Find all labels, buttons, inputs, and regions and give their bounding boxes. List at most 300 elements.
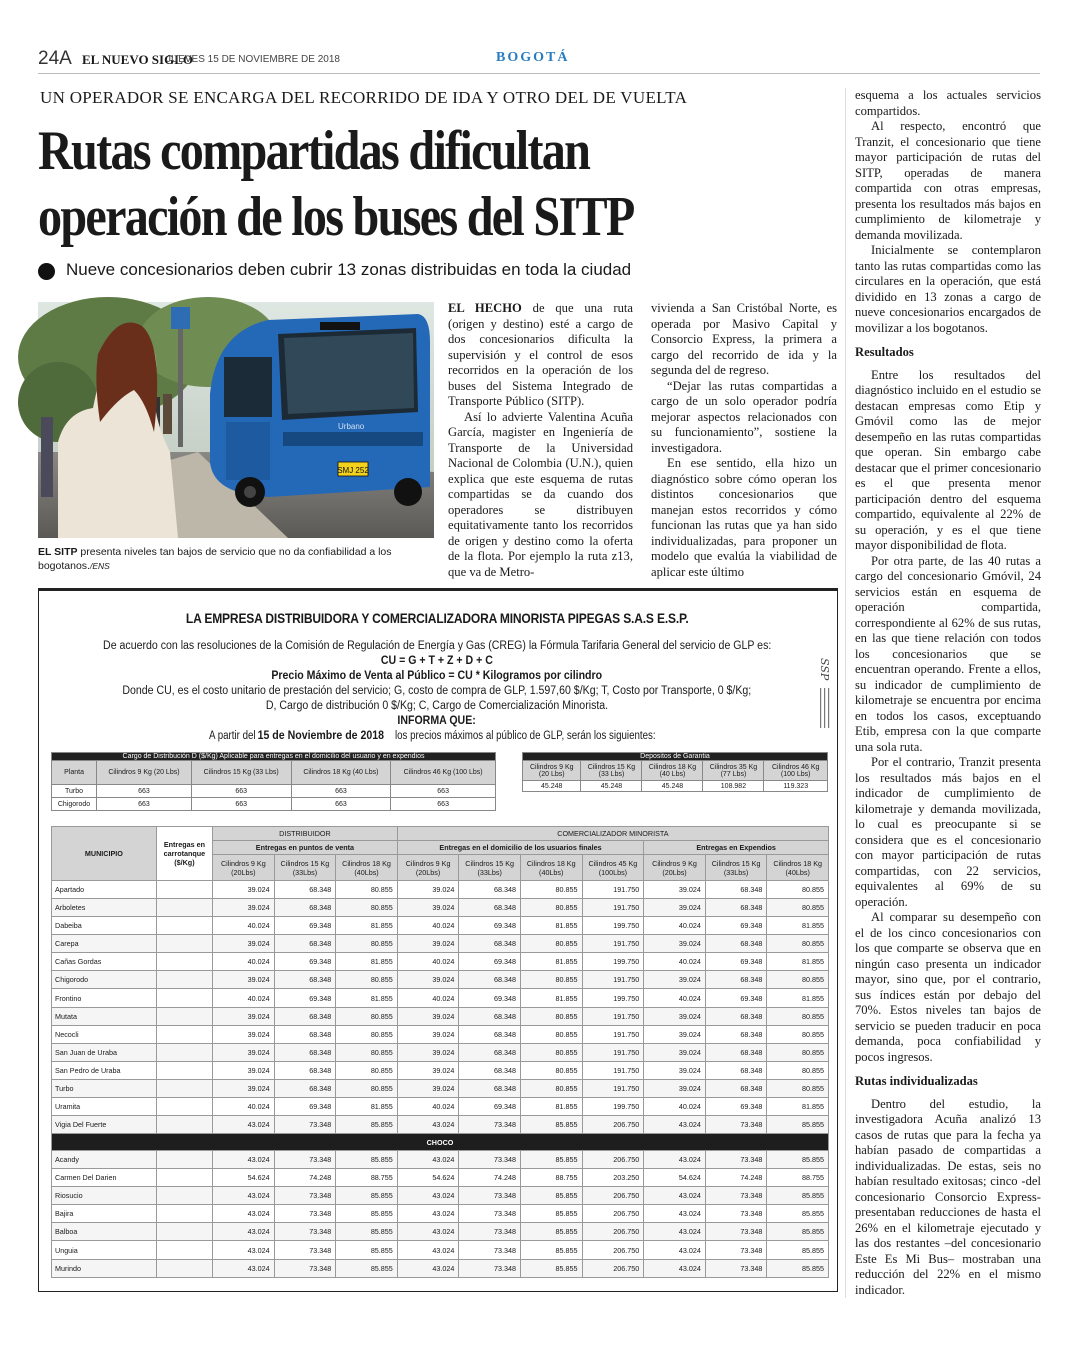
price-cell: 80.855	[767, 1007, 829, 1025]
effective-date-line	[207, 729, 667, 744]
paragraph: Al comparar su desempeño con el de los cinco concesionarios con los que comparte se observa que en ningún caso presenta un indicador mayor, sino que, por el contrario, sus índices están por debajo del 70%. Estos niveles tan bajos de servicio se pueden traducir en poca demanda, poca confiabilidad y pocos ingresos.	[855, 910, 1041, 1064]
carrotanque-cell	[156, 917, 212, 935]
price-cell: 39.024	[644, 1025, 706, 1043]
price-cell: 80.855	[336, 1079, 398, 1097]
article-column-2	[651, 301, 837, 579]
price-cell: 80.855	[767, 1061, 829, 1079]
photo-caption	[38, 545, 434, 573]
paragraph: Por el contrario, Tranzit presenta los resultados más bajos en el indicador de cumplimiento de kilometraje y demanda movilizada, lo cual es preocupante si se considera que es el concesionario con mayor participación de rutas compartidas, con 22 servicios, equivalentes al 69% de su operación.	[855, 755, 1041, 909]
price-cell: 39.024	[213, 971, 275, 989]
price-cell: 80.855	[767, 1043, 829, 1061]
price-cell: 39.024	[644, 881, 706, 899]
paragraph: Inicialmente se contemplaron tanto las rutas compartidas como las circulares en la operación, que está dividido en 13 zonas a cargo de nueve concesionarios encargados de movilizar a los bogotanos.	[855, 243, 1041, 335]
price-cell: 39.024	[213, 899, 275, 917]
price-cell: 43.024	[397, 1205, 459, 1223]
price-cell: 73.348	[705, 1241, 767, 1259]
kicker: UN OPERADOR SE ENCARGA DEL RECORRIDO DE IDA Y OTRO DEL DE VUELTA	[40, 88, 688, 107]
carrotanque-cell	[156, 1025, 212, 1043]
price-cell: 206.750	[582, 1223, 644, 1241]
municipio-name: Necocli	[52, 1025, 157, 1043]
price-cell: 68.348	[459, 1007, 521, 1025]
price-cell: 85.855	[520, 1241, 582, 1259]
price-cell: 54.624	[213, 1169, 275, 1187]
price-cell: 81.855	[520, 989, 582, 1007]
price-cell: 85.855	[520, 1259, 582, 1277]
column-header: Cilindros 15 Kg (33Lbs)	[459, 855, 521, 881]
price-cell: 206.750	[582, 1259, 644, 1277]
table-row	[52, 1205, 829, 1223]
column-header: Cilindros 15 Kg (33Lbs)	[274, 855, 336, 881]
price-cell: 68.348	[459, 1079, 521, 1097]
price-cell: 73.348	[459, 1259, 521, 1277]
bullet-icon	[38, 263, 55, 280]
table-row	[52, 1043, 829, 1061]
price-cell: 74.248	[705, 1169, 767, 1187]
gas-price-notice	[38, 588, 838, 1292]
cell: 108.982	[703, 781, 764, 792]
price-cell: 40.024	[397, 989, 459, 1007]
bus	[210, 314, 430, 507]
notice-title-text: LA EMPRESA DISTRIBUIDORA Y COMERCIALIZADORA MINORISTA PIPEGAS S.A.S E.S.P.	[185, 610, 689, 626]
price-cell: 40.024	[213, 917, 275, 935]
notice-line: De acuerdo con las resoluciones de la Comisión de Regulación de Energía y Gas (CREG) la Fórmula Tarifaria General del servicio de GLP es:	[102, 640, 772, 652]
price-cell: 40.024	[397, 917, 459, 935]
table-row	[52, 1025, 829, 1043]
ssp-logo-mark	[817, 654, 833, 734]
group-header-comercializador: COMERCIALIZADOR MINORISTA	[397, 827, 828, 841]
paragraph	[448, 301, 633, 410]
ssp-logo	[817, 654, 833, 734]
price-cell: 74.248	[459, 1169, 521, 1187]
price-cell: 69.348	[274, 989, 336, 1007]
text: los precios máximos al público de GLP, serán los siguientes:	[395, 730, 656, 742]
price-cell: 81.855	[336, 989, 398, 1007]
paragraph: Por otra parte, de las 40 rutas a cargo del concesionario Gmóvil, 24 servicios están en esquema de operación compartida, correspondiente al 62% de sus rutas, en las que tiene relación con todos los concesionarios que se encuentran operando. Frente a ellos, su indicador de cumplimiento de kilometraje se encuentra por encima en todos los casos, exceptuando Etib, empresa con la que comparte una sola ruta.	[855, 553, 1041, 754]
price-cell: 80.855	[336, 1061, 398, 1079]
price-cell: 73.348	[705, 1205, 767, 1223]
municipio-name: Vigia Del Fuerte	[52, 1116, 157, 1134]
carrotanque-cell	[156, 953, 212, 971]
price-cell: 73.348	[274, 1116, 336, 1134]
table-row	[52, 1169, 829, 1187]
price-cell: 69.348	[705, 953, 767, 971]
column-header: Cilindros 18 Kg (40Lbs)	[520, 855, 582, 881]
municipio-name: Mutata	[52, 1007, 157, 1025]
price-cell: 40.024	[397, 1097, 459, 1115]
price-cell: 73.348	[705, 1259, 767, 1277]
price-cell: 39.024	[213, 1025, 275, 1043]
paragraph: “Dejar las rutas compartidas a cargo de un solo operador podría mejorar aspectos relacionados con su funcionamiento”, sostiene la investigadora.	[651, 378, 837, 455]
page-header	[38, 46, 1040, 74]
price-cell: 68.348	[459, 1025, 521, 1043]
price-cell: 39.024	[213, 1043, 275, 1061]
price-cell: 81.855	[520, 953, 582, 971]
price-cell: 39.024	[397, 881, 459, 899]
price-cell: 73.348	[274, 1223, 336, 1241]
bus-photo-illustration	[38, 302, 434, 538]
section-row	[52, 1134, 829, 1151]
price-cell: 80.855	[520, 971, 582, 989]
price-cell: 80.855	[336, 935, 398, 953]
price-cell: 199.750	[582, 953, 644, 971]
price-cell: 191.750	[582, 935, 644, 953]
price-cell: 68.348	[705, 1061, 767, 1079]
price-cell: 68.348	[705, 1079, 767, 1097]
price-cell: 88.755	[336, 1169, 398, 1187]
column-header: Cilindros 15 Kg (33Lbs)	[705, 855, 767, 881]
price-cell: 69.348	[705, 989, 767, 1007]
price-cell: 203.250	[582, 1169, 644, 1187]
price-cell: 73.348	[705, 1116, 767, 1134]
price-cell: 39.024	[213, 1061, 275, 1079]
paragraph-text: de que una ruta (origen y destino) esté a cargo de dos concesionarios dificulta la supervisión y el control de esos recorridos en la operación de los buses del Sistema Integrado de Transporte Público (SITP).	[448, 301, 633, 408]
price-cell: 43.024	[397, 1116, 459, 1134]
column-header: Planta	[52, 761, 97, 785]
municipio-name: Chigorodo	[52, 971, 157, 989]
price-cell: 85.855	[520, 1116, 582, 1134]
carrotanque-cell	[156, 935, 212, 953]
caption-lead: EL SITP	[38, 546, 78, 558]
price-formula: Precio Máximo de Venta al Público = CU * Kilogramos por cilindro	[271, 670, 603, 682]
page-number: 24A	[38, 48, 72, 69]
column-header: Cilindros 9 Kg (20Lbs)	[397, 855, 459, 881]
municipio-name: Cañas Gordas	[52, 953, 157, 971]
column-header-municipio: MUNICIPIO	[52, 827, 157, 881]
column-header: Cilindros 9 Kg (20Lbs)	[213, 855, 275, 881]
table-row	[52, 1151, 829, 1169]
price-cell: 54.624	[644, 1169, 706, 1187]
price-cell: 68.348	[274, 971, 336, 989]
price-cell: 80.855	[336, 881, 398, 899]
price-cell: 73.348	[459, 1241, 521, 1259]
carrotanque-cell	[156, 1241, 212, 1259]
price-cell: 80.855	[767, 935, 829, 953]
price-cell: 39.024	[644, 1007, 706, 1025]
price-cell: 85.855	[336, 1187, 398, 1205]
price-cell: 69.348	[274, 953, 336, 971]
price-cell: 40.024	[644, 989, 706, 1007]
municipio-name: Turbo	[52, 1079, 157, 1097]
table-row	[52, 1241, 829, 1259]
cell: 663	[191, 798, 291, 811]
price-cell: 85.855	[520, 1151, 582, 1169]
price-cell: 39.024	[397, 1061, 459, 1079]
lead-in: EL HECHO	[448, 301, 522, 315]
cell: 663	[291, 798, 391, 811]
price-cell: 43.024	[644, 1116, 706, 1134]
price-cell: 68.348	[705, 1025, 767, 1043]
table-row	[52, 785, 496, 798]
price-cell: 85.855	[520, 1205, 582, 1223]
deck: Nueve concesionarios deben cubrir 13 zonas distribuidas en toda la ciudad	[66, 260, 632, 279]
price-cell: 40.024	[213, 953, 275, 971]
price-cell: 68.348	[705, 935, 767, 953]
table-row	[52, 971, 829, 989]
municipio-name: Apartado	[52, 881, 157, 899]
municipio-name: Murindo	[52, 1259, 157, 1277]
price-cell: 69.348	[274, 917, 336, 935]
table-row	[523, 781, 828, 792]
price-cell: 199.750	[582, 917, 644, 935]
price-cell: 68.348	[459, 1061, 521, 1079]
cell: 663	[291, 785, 391, 798]
price-cell: 43.024	[644, 1241, 706, 1259]
price-cell: 191.750	[582, 1061, 644, 1079]
price-cell: 73.348	[274, 1259, 336, 1277]
price-cell: 80.855	[767, 1025, 829, 1043]
price-cell: 43.024	[644, 1259, 706, 1277]
carrotanque-cell	[156, 1223, 212, 1241]
price-cell: 81.855	[336, 953, 398, 971]
carrotanque-cell	[156, 1043, 212, 1061]
municipio-name: Balboa	[52, 1223, 157, 1241]
price-cell: 85.855	[336, 1223, 398, 1241]
table-title: Depositos de Garantia	[523, 753, 828, 761]
price-cell: 191.750	[582, 1007, 644, 1025]
price-cell: 68.348	[274, 899, 336, 917]
municipio-name: Arboletes	[52, 899, 157, 917]
carrotanque-cell	[156, 1205, 212, 1223]
table-row	[52, 899, 829, 917]
price-cell: 39.024	[213, 935, 275, 953]
distribution-charge-table	[51, 752, 496, 811]
cell: 663	[97, 798, 192, 811]
price-cell: 80.855	[520, 881, 582, 899]
table-row	[52, 1007, 829, 1025]
price-cell: 39.024	[644, 899, 706, 917]
tariff-formula: CU = G + T + Z + D + C	[380, 655, 494, 667]
price-cell: 80.855	[520, 1079, 582, 1097]
group-header: Entregas en el domicilio de los usuarios finales	[397, 841, 643, 855]
article-column-1	[448, 301, 633, 579]
price-cell: 85.855	[767, 1241, 829, 1259]
ssp-logo-text: SSP	[818, 658, 831, 681]
price-cell: 40.024	[397, 953, 459, 971]
price-cell: 85.855	[767, 1259, 829, 1277]
price-cell: 73.348	[459, 1223, 521, 1241]
price-cell: 191.750	[582, 971, 644, 989]
price-cell: 73.348	[459, 1151, 521, 1169]
price-cell: 43.024	[397, 1223, 459, 1241]
carrotanque-cell	[156, 989, 212, 1007]
price-cell: 85.855	[520, 1187, 582, 1205]
column-header: Cilindros 18 Kg (40 Lbs)	[642, 761, 703, 781]
price-table	[51, 826, 829, 1278]
price-cell: 39.024	[213, 1079, 275, 1097]
notice-text	[39, 639, 835, 744]
municipio-name: Bajira	[52, 1205, 157, 1223]
price-cell: 69.348	[705, 917, 767, 935]
price-cell: 39.024	[397, 1043, 459, 1061]
carrotanque-cell	[156, 1169, 212, 1187]
column-header: Cilindros 18 Kg (40 Lbs)	[291, 761, 391, 785]
price-cell: 68.348	[459, 1043, 521, 1061]
issue-date: JUEVES 15 DE NOVIEMBRE DE 2018	[166, 54, 340, 65]
price-cell: 80.855	[520, 935, 582, 953]
price-cell: 80.855	[767, 971, 829, 989]
price-cell: 54.624	[397, 1169, 459, 1187]
table-row	[52, 1079, 829, 1097]
price-cell: 40.024	[213, 1097, 275, 1115]
price-cell: 68.348	[459, 899, 521, 917]
paragraph: Entre los resultados del diagnóstico incluido en el estudio se destacan empresas como Etip y Gmóvil como las de mejor desempeño en las rutas compartidas que operan. Sin embargo cabe destacar que el primer concesionario es el que presenta menor participación dentro del esquema compartido, equivalente al 22% de su operación, y es el que tiene mayor disponibilidad de flota.	[855, 367, 1041, 552]
price-cell: 73.348	[459, 1116, 521, 1134]
price-cell: 85.855	[767, 1116, 829, 1134]
carrotanque-cell	[156, 1259, 212, 1277]
municipio-name: Carmen Del Darien	[52, 1169, 157, 1187]
paragraph: En ese sentido, ella hizo un diagnóstico sobre cómo operan los distintos concesionarios que manejan estos recorridos y cómo funcionan las rutas que ya han sido individualizadas, para proponer un modelo que evalúa la viabilidad de aplicar este último	[651, 456, 837, 579]
table-row	[52, 881, 829, 899]
cell: Turbo	[52, 785, 97, 798]
caption-text: presenta niveles tan bajos de servicio que no da confiabilidad a los bogotanos.	[38, 546, 392, 572]
price-cell: 85.855	[767, 1151, 829, 1169]
carrotanque-cell	[156, 1097, 212, 1115]
informa-que: INFORMA QUE:	[397, 715, 477, 727]
table-row	[52, 1116, 829, 1134]
price-cell: 74.248	[274, 1169, 336, 1187]
price-cell: 85.855	[767, 1187, 829, 1205]
price-cell: 206.750	[582, 1116, 644, 1134]
group-header: Entregas en puntos de venta	[213, 841, 398, 855]
price-cell: 39.024	[644, 1061, 706, 1079]
price-cell: 80.855	[520, 1043, 582, 1061]
price-cell: 43.024	[397, 1187, 459, 1205]
text: A partir del	[208, 730, 256, 742]
price-cell: 80.855	[336, 1025, 398, 1043]
price-cell: 39.024	[397, 899, 459, 917]
paragraph: Así lo advierte Valentina Acuña García, magister en Ingeniería de Transporte de la Universidad Nacional de Colombia (U.N.), quien explica que este esquema de rutas compartidas se da cuando dos operadores se distribuyen equitativamente tanto los recorridos de origen y destino como la oferta de la flota. Por ejemplo la ruta z13, que va de Metro-	[448, 409, 633, 579]
price-cell: 39.024	[644, 1079, 706, 1097]
cell: 663	[97, 785, 192, 798]
price-cell: 68.348	[705, 1007, 767, 1025]
price-cell: 68.348	[459, 971, 521, 989]
price-cell: 85.855	[767, 1223, 829, 1241]
price-cell: 191.750	[582, 1079, 644, 1097]
municipio-name: Riosucio	[52, 1187, 157, 1205]
cell: 663	[391, 798, 496, 811]
price-cell: 68.348	[274, 1043, 336, 1061]
price-cell: 43.024	[644, 1187, 706, 1205]
column-header: Cilindros 45 Kg (100Lbs)	[582, 855, 644, 881]
price-cell: 43.024	[213, 1187, 275, 1205]
table-row	[52, 935, 829, 953]
price-cell: 191.750	[582, 881, 644, 899]
price-cell: 39.024	[213, 1007, 275, 1025]
price-cell: 85.855	[520, 1223, 582, 1241]
price-cell: 43.024	[213, 1241, 275, 1259]
price-cell: 43.024	[397, 1151, 459, 1169]
table-row	[52, 798, 496, 811]
notice-line: D, Cargo de distribución 0 $/Kg; C, Cargo de Comercialización Minorista.	[265, 700, 609, 712]
paragraph: Dentro del estudio, la investigadora Acuña analizó 13 casos de rutas que para la fecha ya habían pasado de compartidas a individualizadas. De estas, seis no habían resultado exitosas; cinco -del concesionario Consorcio Express- presentaban reducciones de hasta el 26% en el kilometraje ejecutado y las dos restantes –del concesionario Este Es Mi Bus– mostraban una reducción del 22% en el mismo indicador.	[855, 1096, 1041, 1297]
price-cell: 68.348	[274, 935, 336, 953]
carrotanque-cell	[156, 1187, 212, 1205]
price-cell: 80.855	[336, 1043, 398, 1061]
table-row	[52, 989, 829, 1007]
price-cell: 73.348	[274, 1241, 336, 1259]
municipio-name: Carepa	[52, 935, 157, 953]
price-cell: 43.024	[644, 1223, 706, 1241]
column-header: Cilindros 15 Kg (33 Lbs)	[581, 761, 642, 781]
price-cell: 69.348	[459, 1097, 521, 1115]
price-cell: 43.024	[213, 1151, 275, 1169]
price-cell: 80.855	[520, 1007, 582, 1025]
price-cell: 73.348	[705, 1187, 767, 1205]
column-header: Cilindros 9 Kg (20Lbs)	[644, 855, 706, 881]
price-cell: 206.750	[582, 1241, 644, 1259]
price-cell: 85.855	[336, 1151, 398, 1169]
price-cell: 43.024	[213, 1223, 275, 1241]
price-cell: 81.855	[767, 989, 829, 1007]
price-cell: 88.755	[767, 1169, 829, 1187]
group-header-distribuidor: DISTRIBUIDOR	[213, 827, 398, 841]
price-cell: 39.024	[397, 971, 459, 989]
municipio-name: San Pedro de Uraba	[52, 1061, 157, 1079]
cell: 45.248	[642, 781, 703, 792]
paragraph: vivienda a San Cristóbal Norte, es operada por Masivo Capital y Consorcio Express, la primera a cargo del recorrido de ida y la segunda del de regreso.	[651, 301, 837, 377]
price-cell: 80.855	[520, 1025, 582, 1043]
price-cell: 73.348	[274, 1151, 336, 1169]
price-cell: 81.855	[520, 917, 582, 935]
price-cell: 80.855	[767, 899, 829, 917]
price-cell: 80.855	[336, 899, 398, 917]
price-cell: 73.348	[459, 1187, 521, 1205]
column-header: Cilindros 46 Kg (100 Lbs)	[391, 761, 496, 785]
photo-credit: /ENS	[89, 561, 110, 571]
table-row	[52, 1187, 829, 1205]
cell: 45.248	[523, 781, 581, 792]
price-cell: 68.348	[459, 935, 521, 953]
price-cell: 81.855	[767, 917, 829, 935]
price-cell: 68.348	[274, 1007, 336, 1025]
section-label: CHOCO	[52, 1134, 829, 1151]
price-cell: 69.348	[459, 917, 521, 935]
group-header: Entregas en Expendios	[644, 841, 829, 855]
price-cell: 73.348	[274, 1187, 336, 1205]
article-column-3	[855, 88, 1041, 1298]
price-cell: 39.024	[644, 971, 706, 989]
newspaper-name: EL NUEVO SIGLO	[82, 52, 193, 67]
municipio-name: Dabeiba	[52, 917, 157, 935]
table-row	[52, 1259, 829, 1277]
price-cell: 43.024	[397, 1259, 459, 1277]
price-cell: 80.855	[336, 1007, 398, 1025]
price-cell: 40.024	[644, 917, 706, 935]
paragraph: esquema a los actuales servicios compartidos.	[855, 88, 1041, 118]
table-row	[52, 1061, 829, 1079]
headline: Rutas compartidas dificultan operación de los buses del SITP	[38, 120, 634, 248]
deposit-table	[522, 752, 828, 792]
cell: 663	[391, 785, 496, 798]
price-cell: 69.348	[705, 1097, 767, 1115]
price-cell: 39.024	[644, 935, 706, 953]
price-cell: 85.855	[767, 1205, 829, 1223]
price-cell: 43.024	[397, 1241, 459, 1259]
price-cell: 73.348	[705, 1151, 767, 1169]
price-cell: 206.750	[582, 1151, 644, 1169]
price-cell: 69.348	[459, 953, 521, 971]
price-cell: 81.855	[767, 953, 829, 971]
price-cell: 81.855	[767, 1097, 829, 1115]
carrotanque-cell	[156, 899, 212, 917]
column-header-carrotanque: Entregas en carrotanque ($/Kg)	[156, 827, 212, 881]
price-cell: 68.348	[705, 1043, 767, 1061]
section-name: BOGOTÁ	[496, 50, 570, 65]
subheading-rutas-individualizadas: Rutas individualizadas	[855, 1074, 978, 1088]
price-cell: 73.348	[705, 1223, 767, 1241]
price-cell: 191.750	[582, 1025, 644, 1043]
carrotanque-cell	[156, 881, 212, 899]
